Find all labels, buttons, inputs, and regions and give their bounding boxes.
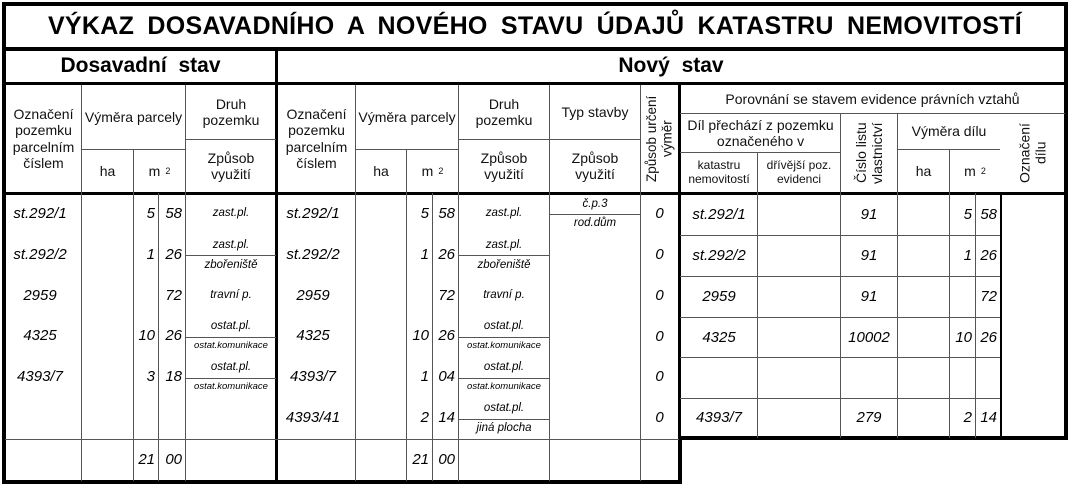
old-druh-cell: ostat.pl. xyxy=(210,361,252,374)
header-dil-m2: m 2 xyxy=(964,162,986,179)
document-title: VÝKAZ DOSAVADNÍHO A NOVÉHO STAVU ÚDAJŮ KATASTRU NEMOVITOSTÍ xyxy=(47,12,1023,41)
compare-lv-cell: 91 xyxy=(860,247,878,265)
header-porovnani: Porovnání se stavem evidence právních vztahů xyxy=(725,90,1020,107)
new-m2-cell: 58 xyxy=(438,205,455,223)
new-urceni-cell: 0 xyxy=(655,409,664,427)
old-druh-cell: ostat.pl. xyxy=(210,320,252,333)
header-vymera-dilu: Výměra dílu xyxy=(911,123,987,140)
compare-ha-cell xyxy=(898,277,975,317)
new-urceni-cell: 0 xyxy=(655,287,664,305)
header-typ-zpusob: Způsob využití xyxy=(571,149,619,182)
old-m2-cell: 58 xyxy=(165,205,182,223)
compare-katastr-cell: 4393/7 xyxy=(696,408,742,426)
new-ha-cell: 5 xyxy=(420,205,429,223)
new-ha-cell xyxy=(356,276,432,316)
header-old-druh: Druh pozemku xyxy=(202,95,260,128)
old-m2-cell: 18 xyxy=(165,368,182,386)
header-old-m2: m 2 xyxy=(148,162,171,179)
header-typ-stavby: Typ stavby xyxy=(561,103,629,120)
old-total-ha: 21 xyxy=(138,451,155,469)
old-zpusob-cell: ostat.komunikace xyxy=(194,340,268,352)
old-parcel-cell: st.292/1 xyxy=(13,205,67,223)
header-new-area: Výměra parcely xyxy=(358,108,456,125)
compare-ha-cell: 10 xyxy=(955,328,972,346)
header-dil-prechazi: Díl přechází z pozemku označeného v xyxy=(687,116,834,149)
new-druh-cell: zast.pl. xyxy=(485,238,523,251)
compare-lv-cell: 91 xyxy=(860,205,878,223)
section-new-state: Nový stav xyxy=(618,54,724,78)
compare-m2-cell: 26 xyxy=(980,328,997,346)
new-m2-cell: 72 xyxy=(438,287,455,305)
new-total-m2: 00 xyxy=(438,451,455,469)
compare-m2-cell: 14 xyxy=(980,408,997,426)
compare-m2-cell: 26 xyxy=(980,247,997,265)
new-druh-cell: ostat.pl. xyxy=(483,320,525,333)
new-druh-cell: ostat.pl. xyxy=(483,361,525,374)
new-parcel-cell: 2959 xyxy=(296,287,330,305)
new-parcel-cell: st.292/1 xyxy=(286,205,340,223)
old-total-m2: 00 xyxy=(165,451,182,469)
old-zpusob-cell: ostat.komunikace xyxy=(194,381,268,393)
new-druh-cell: travní p. xyxy=(483,289,525,302)
old-ha-cell: 10 xyxy=(138,327,155,345)
new-urceni-cell: 0 xyxy=(655,246,664,264)
new-zpusob-cell: zbořeniště xyxy=(477,258,531,271)
new-zpusob-cell: ostat.komunikace xyxy=(467,340,541,352)
new-ha-cell: 1 xyxy=(420,246,429,264)
new-typ-zpusob-cell: rod.dům xyxy=(573,217,617,230)
old-zpusob-cell: zbořeniště xyxy=(204,258,258,271)
header-new-ha: ha xyxy=(373,162,389,179)
old-ha-cell: 5 xyxy=(146,205,155,223)
new-zpusob-cell: ostat.komunikace xyxy=(467,381,541,393)
new-parcel-cell: 4325 xyxy=(296,327,330,345)
compare-katastr-cell: 4325 xyxy=(702,328,736,346)
header-new-zpusob: Způsob využití xyxy=(480,149,528,182)
old-druh-cell: travní p. xyxy=(210,289,252,302)
header-old-parcel: Označení pozemku parcelním číslem xyxy=(12,106,75,171)
new-parcel-cell: 4393/41 xyxy=(285,409,341,427)
compare-m2-cell: 72 xyxy=(980,288,997,306)
header-dil-ha: ha xyxy=(915,162,932,179)
new-typ-cell: č.p.3 xyxy=(582,197,608,210)
header-katastru: katastru nemovitostí xyxy=(688,157,750,186)
section-old-state: Dosavadní stav xyxy=(60,54,221,78)
new-urceni-cell: 0 xyxy=(655,328,664,346)
header-new-parcel: Označení pozemku parcelním číslem xyxy=(285,106,348,171)
header-new-m2: m 2 xyxy=(421,162,444,179)
old-ha-cell xyxy=(82,276,158,316)
header-drivejsi: dřívější poz. evidenci xyxy=(766,157,832,186)
new-m2-cell: 26 xyxy=(438,246,455,264)
header-old-zpusob: Způsob využití xyxy=(207,149,255,182)
compare-katastr-cell: 2959 xyxy=(702,288,736,306)
new-total-ha: 21 xyxy=(412,451,429,469)
new-urceni-cell: 0 xyxy=(655,205,664,223)
header-oznaceni-dilu: Označení dílu xyxy=(1016,123,1049,183)
old-parcel-cell: 4325 xyxy=(23,327,57,345)
header-old-area: Výměra parcely xyxy=(84,108,183,125)
old-parcel-cell: 2959 xyxy=(23,287,57,305)
new-m2-cell: 26 xyxy=(438,327,455,345)
header-cislo-listu: Číslo listu vlastnictví xyxy=(852,122,885,184)
new-zpusob-cell: jiná plocha xyxy=(476,422,532,435)
header-new-druh: Druh pozemku xyxy=(475,95,533,128)
old-druh-cell: zast.pl. xyxy=(212,238,250,251)
old-ha-cell: 1 xyxy=(146,246,155,264)
compare-lv-cell: 91 xyxy=(860,288,878,306)
new-ha-cell: 1 xyxy=(420,368,429,386)
compare-lv-cell: 279 xyxy=(856,408,882,426)
new-parcel-cell: st.292/2 xyxy=(286,246,340,264)
old-druh-cell: zast.pl. xyxy=(212,207,250,220)
old-ha-cell: 3 xyxy=(146,368,155,386)
old-m2-cell: 26 xyxy=(165,327,182,345)
compare-ha-cell: 2 xyxy=(963,408,972,426)
old-m2-cell: 26 xyxy=(165,246,182,264)
compare-m2-cell: 58 xyxy=(980,205,997,223)
new-druh-cell: ostat.pl. xyxy=(483,402,525,415)
new-urceni-cell: 0 xyxy=(655,368,664,386)
new-druh-cell: zast.pl. xyxy=(485,207,523,220)
old-parcel-cell: 4393/7 xyxy=(17,368,63,386)
old-m2-cell: 72 xyxy=(165,287,182,305)
new-ha-cell: 2 xyxy=(420,409,429,427)
compare-katastr-cell: st.292/1 xyxy=(692,205,746,223)
old-parcel-cell: st.292/2 xyxy=(13,246,67,264)
new-ha-cell: 10 xyxy=(412,327,429,345)
compare-katastr-cell: st.292/2 xyxy=(692,247,746,265)
compare-lv-cell: 10002 xyxy=(848,328,890,346)
header-old-ha: ha xyxy=(99,162,116,179)
new-m2-cell: 14 xyxy=(438,409,455,427)
new-parcel-cell: 4393/7 xyxy=(290,368,336,386)
new-m2-cell: 04 xyxy=(438,368,455,386)
header-zpusob-urceni: Způsob určení výměr xyxy=(643,95,675,183)
compare-ha-cell: 1 xyxy=(963,247,972,265)
compare-ha-cell: 5 xyxy=(963,205,972,223)
